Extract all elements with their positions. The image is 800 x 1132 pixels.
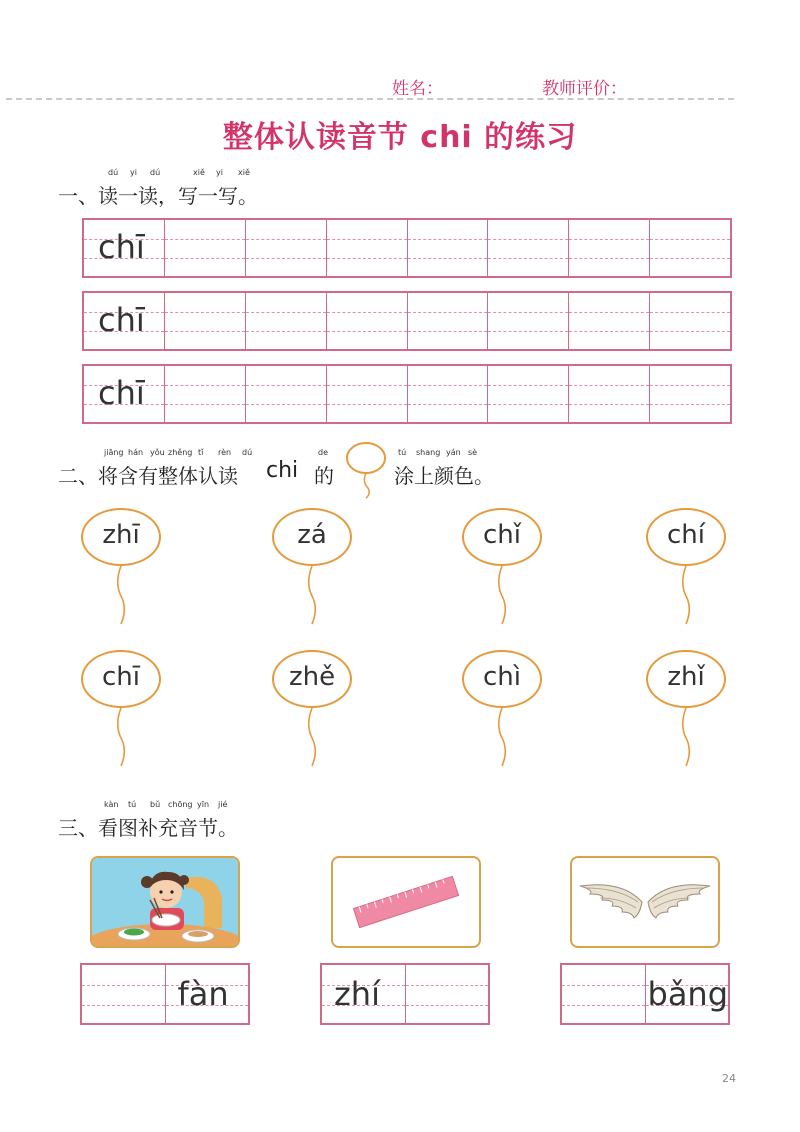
balloon-zhi1[interactable] [81,508,165,570]
grid-cell[interactable] [569,366,650,422]
grid-cell[interactable] [569,293,650,349]
page-title: 整体认读音节 chi 的练习 [222,120,578,155]
balloon-syllable: zhǐ [667,662,705,692]
balloon-syllable: zá [297,520,327,550]
grid-cell[interactable] [408,366,489,422]
writing-grid-3[interactable] [82,364,732,424]
ruby-kan: kàn [104,800,119,809]
ruby-tu: tú [398,448,407,457]
grid-cell[interactable] [650,366,730,422]
ruby-yi1: yi [130,168,137,177]
section1-title: 一、读一读，写一写。 [58,184,258,208]
grid-cell[interactable] [488,293,569,349]
ruby-ren: rèn [218,448,232,457]
grid-cell[interactable] [246,220,327,276]
ruby-de: de [318,448,328,457]
grid-syllable: chī [98,374,145,412]
grid-cell[interactable] [650,220,730,276]
answer-cell-blank[interactable] [406,965,489,1023]
grid-cell[interactable] [488,366,569,422]
girl-eating-picture [90,856,240,948]
balloon-syllable: chī [102,662,140,692]
teacher-eval-label: 教师评价： [542,79,627,99]
ruby-xie1: xiě [193,168,205,177]
grid-syllable: chī [98,228,145,266]
ruler-illustration [333,858,479,946]
ruby-du3: dú [242,448,253,457]
ruby-yi2: yi [216,168,223,177]
writing-grid-1[interactable] [82,218,732,278]
ruby-se: sè [468,448,478,457]
answer-grid-3[interactable] [560,963,730,1025]
balloon-strings-row2 [0,706,800,770]
grid-cell[interactable] [327,293,408,349]
grid-cell [84,220,165,276]
ruby-shang: shang [416,448,441,457]
balloon-zhi3[interactable] [646,650,730,712]
balloon-zhe[interactable] [272,650,356,712]
balloon-chi4[interactable] [462,650,546,712]
ruby-zheng: zhěng [168,448,193,457]
wings-illustration [572,858,718,946]
grid-cell[interactable] [165,293,246,349]
grid-cell[interactable] [408,220,489,276]
balloon-icon [344,440,390,500]
page-number: 24 [722,1072,736,1085]
ruby-tu2: tú [128,800,137,809]
answer-cell [646,965,729,1023]
balloon-syllable: chǐ [483,520,521,550]
ruby-ti: tǐ [198,448,204,457]
ruby-du1: dú [108,168,119,177]
balloon-chi2[interactable] [646,508,730,570]
grid-cell[interactable] [569,220,650,276]
grid-cell [84,293,165,349]
name-label: 姓名： [392,79,443,99]
balloon-chi1[interactable] [81,650,165,712]
answer-grid-2[interactable] [320,963,490,1025]
section2-title-chi: chi [266,458,299,483]
grid-cell [84,366,165,422]
answer-cell [322,965,406,1023]
grid-cell[interactable] [246,293,327,349]
grid-cell[interactable] [246,366,327,422]
writing-grid-2[interactable] [82,291,732,351]
grid-cell[interactable] [327,366,408,422]
ruby-jie: jié [218,800,228,809]
grid-cell[interactable] [650,293,730,349]
balloon-syllable: chì [483,662,521,692]
girl-eating-illustration [92,858,238,946]
section3-title: 三、看图补充音节。 [58,816,238,840]
ruby-jiang: jiāng [104,448,124,457]
ruby-du2: dú [150,168,161,177]
grid-cell[interactable] [165,366,246,422]
grid-syllable: chī [98,301,145,339]
ruby-bu: bǔ [150,800,161,809]
ruby-you: yǒu [150,448,165,457]
ruler-picture [331,856,481,948]
grid-cell[interactable] [408,293,489,349]
answer-syllable: fàn [177,975,229,1013]
ruby-yin: yīn [197,800,210,809]
section2-title-a: 二、将含有整体认读 [58,464,238,488]
balloon-strings-row1 [0,564,800,628]
answer-syllable: zhí [334,975,380,1013]
ruby-xie2: xiě [238,168,250,177]
ruby-chong: chōng [168,800,193,809]
grid-cell[interactable] [327,220,408,276]
ruby-yan: yán [446,448,461,457]
balloon-syllable: zhī [102,520,140,550]
wings-picture [570,856,720,948]
grid-cell[interactable] [165,220,246,276]
balloon-chi3[interactable] [462,508,546,570]
balloon-za[interactable] [272,508,356,570]
grid-cell[interactable] [488,220,569,276]
section2-title-de: 的 [314,464,334,488]
balloon-syllable: chí [667,520,705,550]
answer-cell [166,965,249,1023]
section2-title-d: 涂上颜色。 [394,464,494,488]
header-divider [6,98,734,100]
answer-grid-1[interactable] [80,963,250,1025]
answer-syllable: bǎng [647,975,729,1013]
answer-cell-blank[interactable] [562,965,646,1023]
answer-cell-blank[interactable] [82,965,166,1023]
ruby-han: hán [128,448,144,457]
balloon-syllable: zhě [288,662,336,692]
